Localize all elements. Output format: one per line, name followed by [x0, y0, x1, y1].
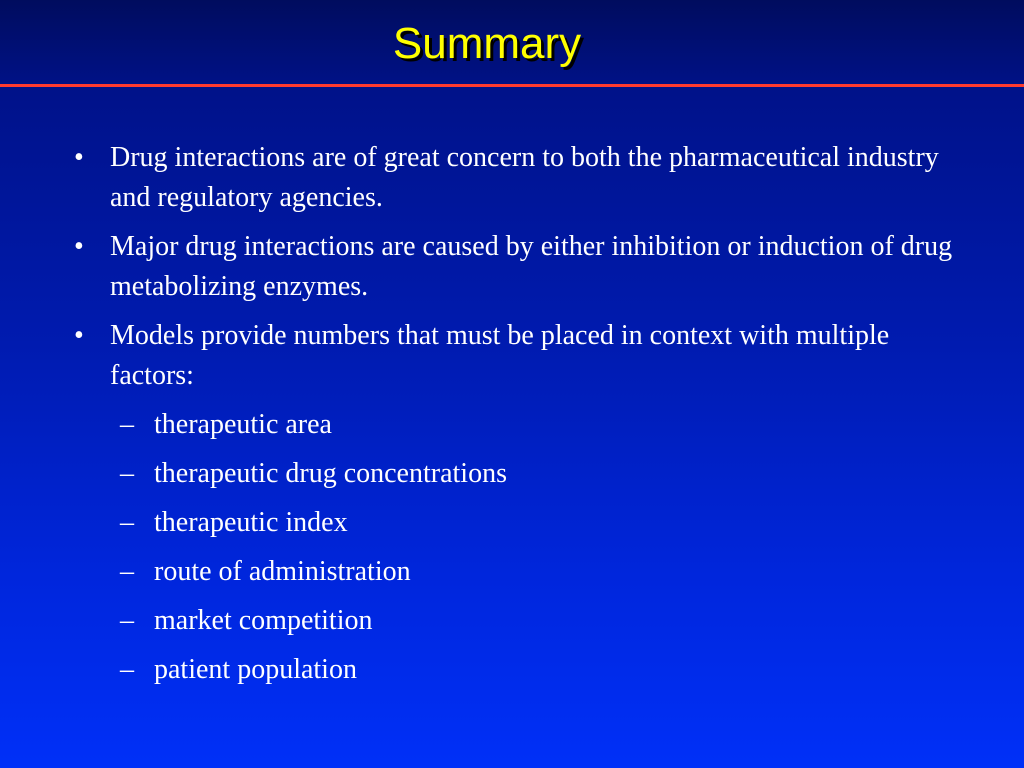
sub-bullet-item	[0, 552, 1024, 592]
sub-bullet-item	[0, 601, 1024, 641]
slide-content	[0, 138, 1024, 699]
bullet-text: Drug interactions are of great concern to both the pharmaceutical industry and regulatory agencies.	[110, 142, 939, 213]
sub-bullet-item	[0, 503, 1024, 543]
bullet-item	[0, 227, 1024, 307]
sub-bullet-item	[0, 454, 1024, 494]
dash-marker: –	[120, 507, 134, 538]
dash-marker: –	[120, 605, 134, 636]
bullet-marker: •	[74, 231, 84, 262]
bullet-marker: •	[74, 142, 84, 173]
dash-marker: –	[120, 458, 134, 489]
bullet-item	[0, 316, 1024, 396]
dash-marker: –	[120, 654, 134, 685]
bullet-text: Models provide numbers that must be placed in context with multiple factors:	[110, 320, 890, 391]
bullet-marker: •	[74, 320, 84, 351]
sub-bullet-item	[0, 650, 1024, 690]
sub-bullet-text: route of administration	[154, 556, 411, 587]
dash-marker: –	[120, 409, 134, 440]
dash-marker: –	[120, 556, 134, 587]
title-divider	[0, 84, 1024, 87]
sub-bullet-item	[0, 405, 1024, 445]
bullet-item	[0, 138, 1024, 218]
sub-bullet-text: therapeutic area	[154, 409, 332, 440]
slide-title: Summary	[392, 19, 582, 68]
sub-bullet-text: therapeutic index	[154, 507, 348, 538]
sub-bullet-text: therapeutic drug concentrations	[154, 458, 507, 489]
bullet-text: Major drug interactions are caused by either inhibition or induction of drug metabolizing enzymes.	[110, 231, 953, 302]
sub-bullet-text: patient population	[154, 654, 357, 685]
sub-bullet-text: market competition	[154, 605, 373, 636]
